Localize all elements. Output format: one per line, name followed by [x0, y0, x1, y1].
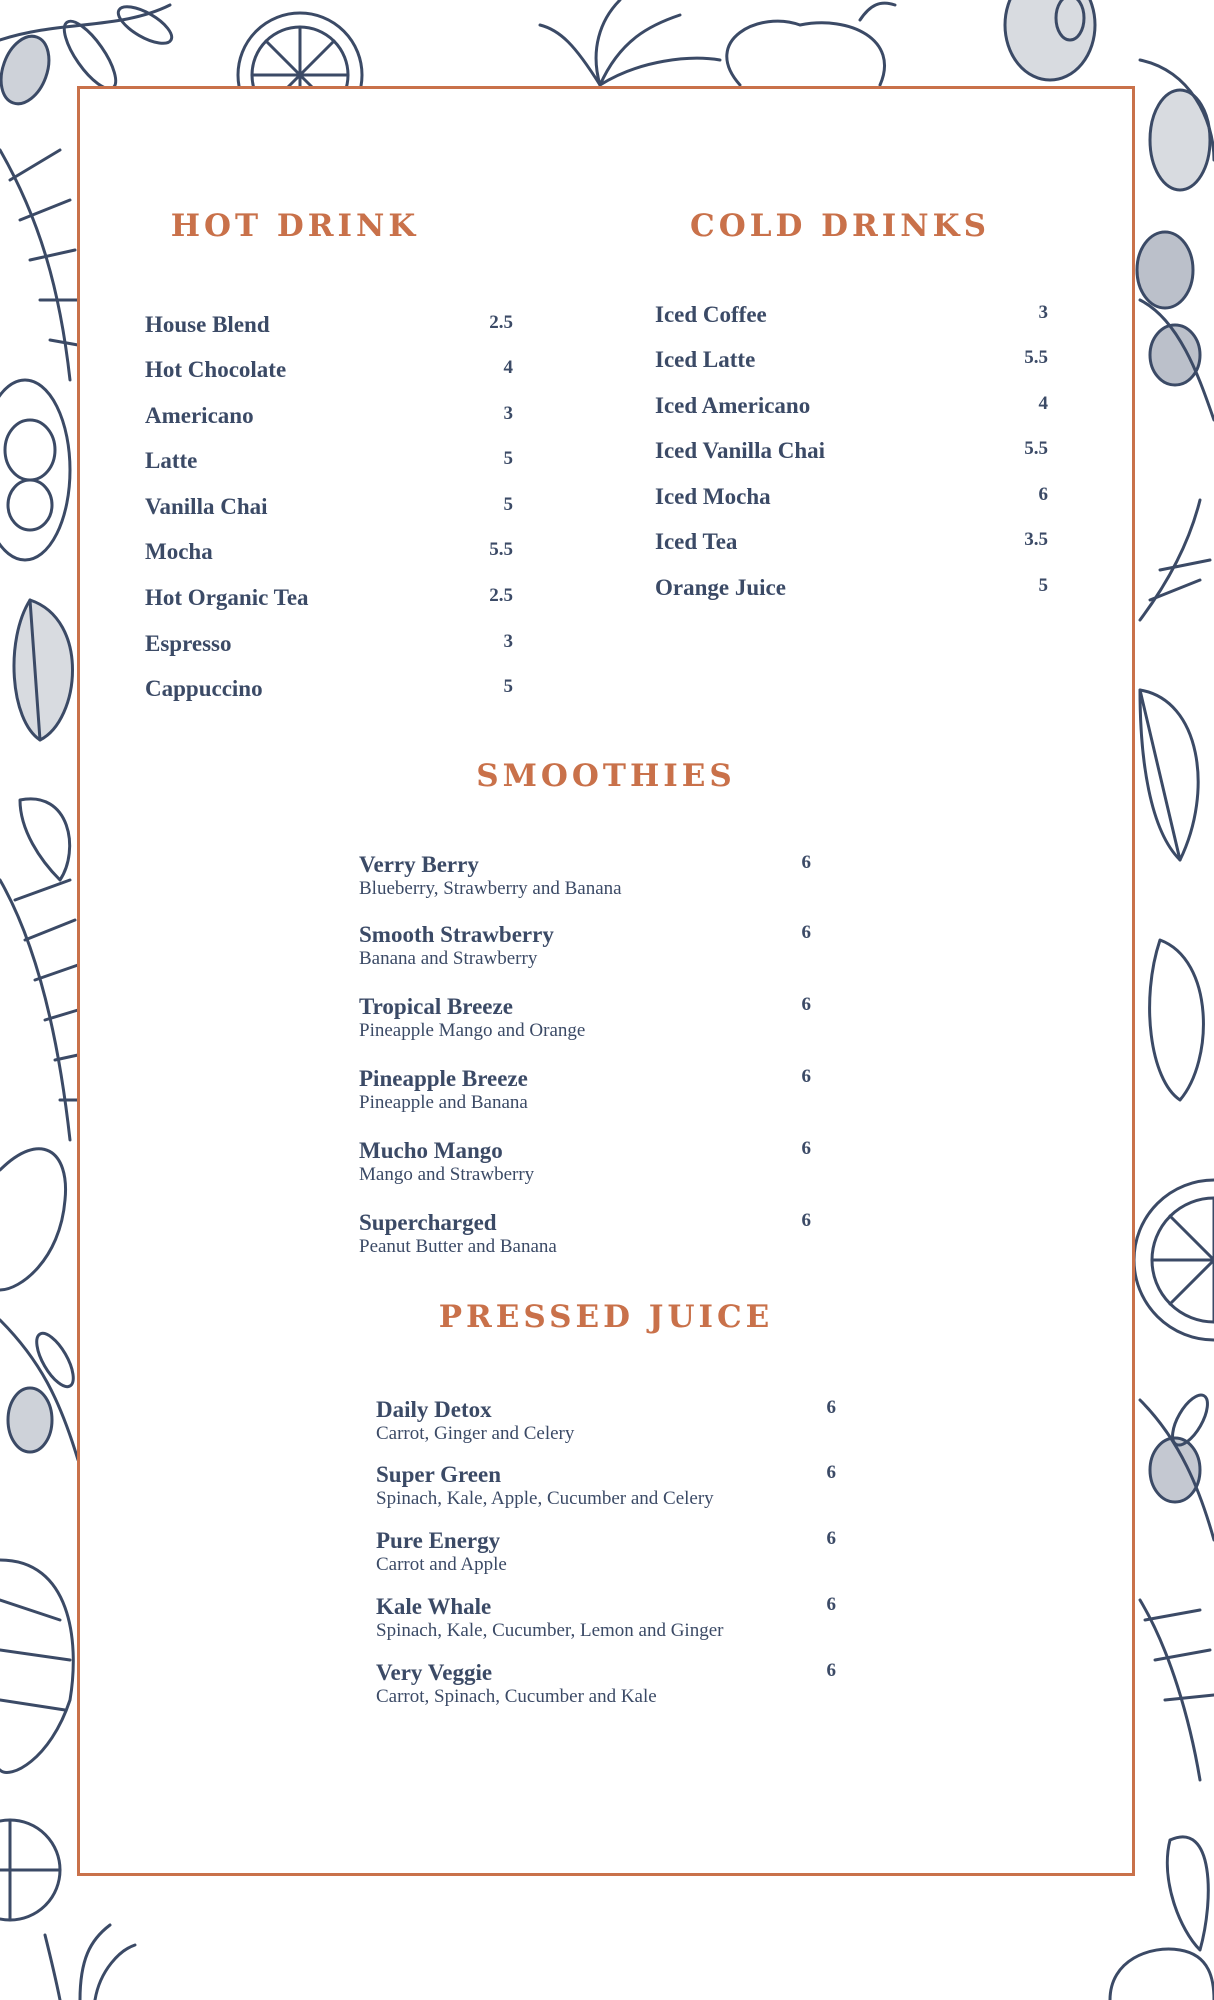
item-price: 6: [826, 1397, 836, 1418]
item-description: Pineapple and Banana: [359, 1092, 528, 1113]
item-name: Very Veggie: [376, 1660, 493, 1685]
citrus-slice-icon: [1134, 1180, 1214, 1340]
item-name: Iced Americano: [655, 393, 811, 418]
item-description: Carrot, Spinach, Cucumber and Kale: [376, 1686, 657, 1707]
item-price: 6: [826, 1594, 836, 1615]
menu-item: [376, 1594, 836, 1646]
item-name: Orange Juice: [655, 575, 786, 600]
item-name: Iced Coffee: [655, 302, 767, 327]
item-name: Verry Berry: [359, 852, 479, 877]
menu-item: [376, 1397, 836, 1449]
menu-item: [145, 631, 513, 661]
item-name: Pineapple Breeze: [359, 1066, 528, 1091]
menu-item: [655, 529, 1048, 559]
monstera-leaf-icon: [0, 1560, 73, 1772]
item-price: 2.5: [489, 312, 513, 333]
herb-sprig-icon: [45, 1925, 135, 2000]
item-price: 3: [503, 631, 513, 652]
item-name: Iced Tea: [655, 529, 738, 554]
menu-item: [359, 852, 811, 904]
item-price: 6: [826, 1528, 836, 1549]
menu-item: [359, 922, 811, 974]
item-name: Iced Latte: [655, 347, 756, 372]
item-price: 6: [801, 1138, 811, 1159]
citrus-slice-icon: [0, 1820, 60, 1920]
item-name: Espresso: [145, 631, 232, 656]
item-price: 6: [826, 1660, 836, 1681]
menu-card: [77, 86, 1135, 1876]
item-description: Spinach, Kale, Apple, Cucumber and Celery: [376, 1488, 714, 1509]
menu-item: [655, 302, 1048, 332]
palm-leaf-icon: [0, 150, 78, 380]
item-name: Pure Energy: [376, 1528, 501, 1553]
item-name: Smooth Strawberry: [359, 922, 554, 947]
olive-branch-icon: [0, 1320, 80, 1460]
item-name: Tropical Breeze: [359, 994, 513, 1019]
coconut-half-icon: [0, 380, 70, 560]
item-name: Iced Mocha: [655, 484, 771, 509]
item-price: 3: [503, 403, 513, 424]
item-price: 5.5: [1024, 347, 1048, 368]
menu-item: [376, 1462, 836, 1514]
fig-icon: [727, 3, 895, 85]
item-name: Americano: [145, 403, 254, 428]
menu-item: [145, 403, 513, 433]
menu-item: [145, 357, 513, 387]
menu-item: [655, 575, 1048, 605]
pressed-juice-title: PRESSED JUICE: [438, 1299, 774, 1335]
smoothies-title: SMOOTHIES: [476, 758, 736, 794]
item-price: 5: [1038, 575, 1048, 596]
menu-item: [145, 312, 513, 342]
menu-item: [359, 1138, 811, 1190]
item-name: House Blend: [145, 312, 270, 337]
item-description: Carrot, Ginger and Celery: [376, 1423, 575, 1444]
menu-item: [145, 494, 513, 524]
item-description: Spinach, Kale, Cucumber, Lemon and Ginger: [376, 1620, 724, 1641]
herb-sprig-icon: [540, 0, 720, 85]
menu-item: [359, 994, 811, 1046]
item-description: Peanut Butter and Banana: [359, 1236, 557, 1257]
item-name: Latte: [145, 448, 198, 473]
menu-item: [145, 539, 513, 569]
olive-branch-icon: [1140, 1390, 1214, 1540]
menu-item: [359, 1066, 811, 1118]
item-price: 6: [1038, 484, 1048, 505]
item-price: 5: [503, 676, 513, 697]
item-price: 5: [503, 494, 513, 515]
menu-item: [655, 438, 1048, 468]
menu-item: [655, 393, 1048, 423]
item-name: Mocha: [145, 539, 213, 564]
item-description: Banana and Strawberry: [359, 948, 538, 969]
menu-item: [376, 1528, 836, 1580]
menu-item: [145, 676, 513, 706]
item-price: 6: [801, 994, 811, 1015]
item-name: Daily Detox: [376, 1397, 492, 1422]
item-price: 3.5: [1024, 529, 1048, 550]
item-price: 2.5: [489, 585, 513, 606]
item-name: Hot Chocolate: [145, 357, 287, 382]
palm-leaf-icon: [1140, 1600, 1214, 1780]
mango-icon: [0, 1149, 66, 1290]
menu-item: [376, 1660, 836, 1712]
item-price: 6: [801, 922, 811, 943]
item-price: 6: [826, 1462, 836, 1483]
item-price: 5: [503, 448, 513, 469]
menu-item: [145, 448, 513, 478]
leaf-icon: [1140, 690, 1198, 860]
item-price: 6: [801, 1066, 811, 1087]
item-description: Carrot and Apple: [376, 1554, 507, 1575]
fern-icon: [0, 880, 78, 1140]
mango-icon: [1167, 1837, 1208, 1950]
menu-item: [655, 484, 1048, 514]
item-name: Supercharged: [359, 1210, 497, 1235]
menu-item: [145, 585, 513, 615]
item-name: Mucho Mango: [359, 1138, 503, 1163]
fig-icon: [1150, 940, 1204, 1100]
cold-drinks-title: COLD DRINKS: [690, 208, 990, 244]
item-description: Mango and Strawberry: [359, 1164, 535, 1185]
item-name: Cappuccino: [145, 676, 263, 701]
menu-item: [359, 1210, 811, 1262]
item-name: Hot Organic Tea: [145, 585, 309, 610]
item-name: Kale Whale: [376, 1594, 492, 1619]
item-price: 5.5: [1024, 438, 1048, 459]
item-price: 4: [503, 357, 513, 378]
item-price: 3: [1038, 302, 1048, 323]
item-price: 6: [801, 1210, 811, 1231]
leaf-cluster-icon: [1140, 60, 1214, 190]
hot-drinks-title: HOT DRINK: [170, 208, 420, 244]
menu-item: [655, 347, 1048, 377]
item-name: Vanilla Chai: [145, 494, 268, 519]
item-price: 6: [801, 852, 811, 873]
cut-fruit-icon: [20, 799, 70, 880]
olive-icon: [1005, 0, 1095, 80]
item-name: Super Green: [376, 1462, 502, 1487]
item-price: 4: [1038, 393, 1048, 414]
fig-icon: [1110, 1949, 1214, 2000]
herb-sprig-icon: [1140, 500, 1210, 620]
item-price: 5.5: [489, 539, 513, 560]
item-description: Blueberry, Strawberry and Banana: [359, 878, 622, 899]
item-description: Pineapple Mango and Orange: [359, 1020, 586, 1041]
item-name: Iced Vanilla Chai: [655, 438, 825, 463]
leaf-icon: [14, 600, 73, 740]
olive-icon: [1137, 232, 1214, 420]
